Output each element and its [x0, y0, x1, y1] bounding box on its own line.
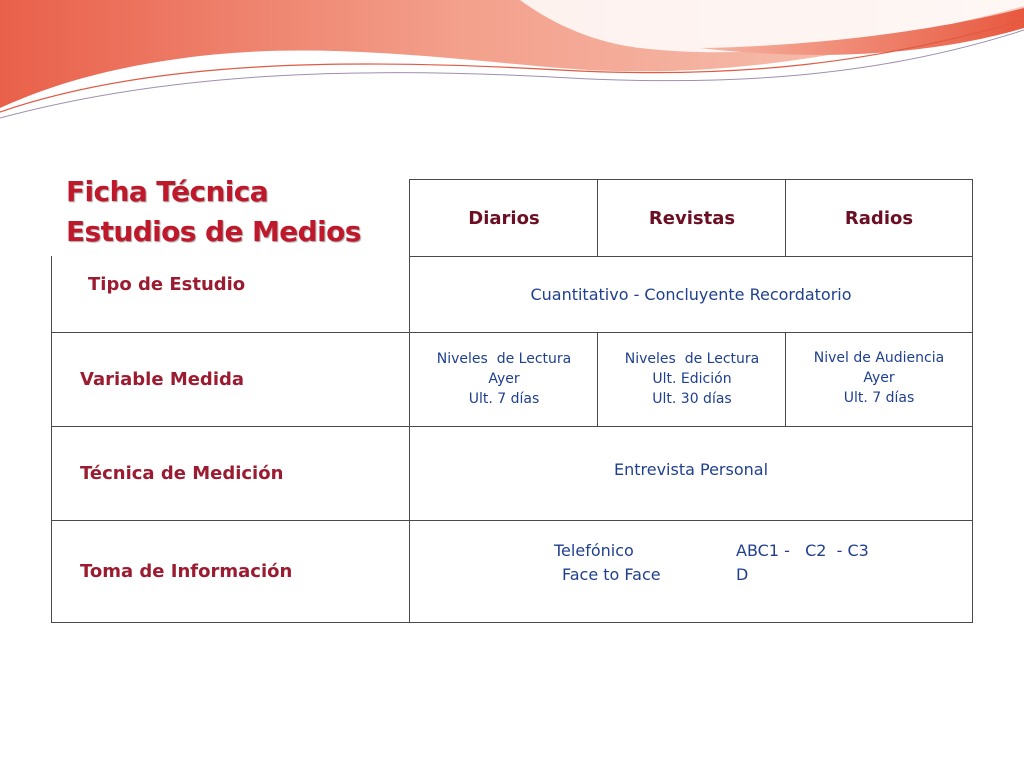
decorative-wave-banner [0, 0, 1024, 130]
value-tecnica-medicion: Entrevista Personal [409, 426, 973, 521]
variable-revistas-line3: Ult. 30 días [652, 391, 732, 407]
toma-metodo-telefonico: Telefónico [554, 541, 634, 560]
variable-radios-line1: Nivel de Audiencia [813, 350, 945, 366]
toma-nse-line2: D [736, 565, 749, 584]
value-variable-diarios [409, 332, 598, 427]
row-label-variable-medida: Variable Medida [51, 332, 410, 427]
row-label-tipo-estudio: Tipo de Estudio [51, 256, 410, 333]
toma-metodo-face-to-face: Face to Face [562, 565, 661, 584]
toma-nse-line1: ABC1 - C2 - C3 [736, 541, 869, 560]
value-variable-radios [785, 332, 973, 427]
header-radios: Radios [785, 179, 973, 257]
variable-diarios-line2: Ayer [488, 371, 520, 387]
variable-radios-line2: Ayer [863, 370, 895, 386]
value-tipo-estudio: Cuantitativo - Concluyente Recordatorio [409, 256, 973, 333]
variable-diarios-line1: Niveles de Lectura [436, 351, 572, 367]
slide-title-line2: Estudios de Medios [66, 215, 361, 248]
variable-revistas-line1: Niveles de Lectura [624, 351, 760, 367]
value-variable-revistas [597, 332, 786, 427]
variable-revistas-line2: Ult. Edición [652, 371, 732, 387]
header-diarios: Diarios [409, 179, 598, 257]
variable-diarios-line3: Ult. 7 días [468, 391, 540, 407]
slide-title-line1: Ficha Técnica [66, 175, 269, 208]
row-label-toma-informacion: Toma de Información [51, 520, 410, 623]
row-label-tecnica-medicion: Técnica de Medición [51, 426, 410, 521]
slide-title [66, 172, 406, 252]
value-toma-informacion [409, 520, 973, 623]
header-revistas: Revistas [597, 179, 786, 257]
variable-radios-line3: Ult. 7 días [843, 390, 915, 406]
